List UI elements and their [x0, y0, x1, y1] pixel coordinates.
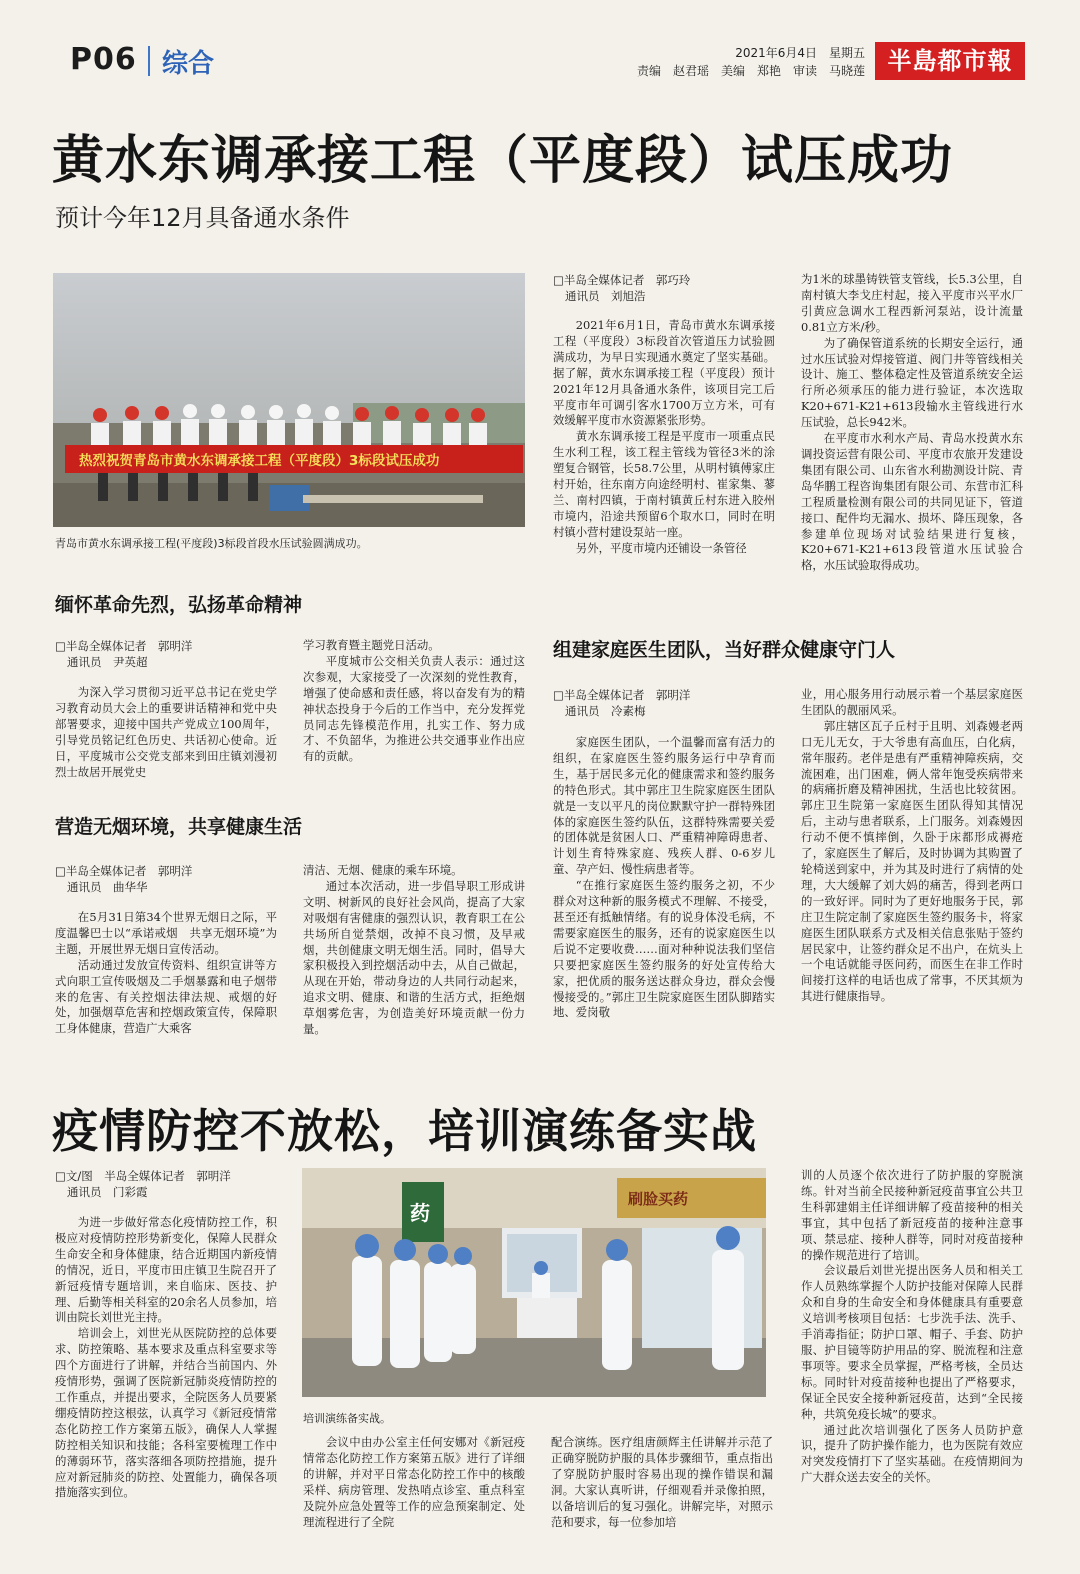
lead-byline-correspondent: 通讯员 刘旭浩	[565, 289, 646, 303]
article1-byline	[55, 638, 192, 670]
training-photo	[302, 1168, 766, 1397]
section-name: 综合	[162, 49, 215, 79]
article2-column-2	[303, 863, 525, 1066]
lead-column-2	[801, 272, 1023, 594]
article2-col1-para: 在5月31日第34个世界无烟日之际，平度温馨巴士以“承诺戒烟 共享无烟环境”为主题，开展世界无烟日宣传活动。	[55, 910, 277, 956]
article4-column-4	[801, 1168, 1023, 1563]
lead-col2-para: 在平度市水利水产局、青岛水投黄水东调投资运营有限公司、平度市农旅开发建设集团有限公司、山东省水利勘测设计院、青岛华鹏工程咨询集团有限公司、东营市汇科工程质量检测有限公司的共同见证下，管道接口、配件均无漏水、损坏、降压现象，各参建单位现场对试验结果进行复核，K20+671-K21+613段管道水压试验合格，水压试验取得成功。	[801, 431, 1023, 573]
article2-byline-correspondent: 通讯员 曲华华	[67, 880, 148, 894]
article4-col1-para: 培训会上，刘世光从医院防控的总体要求、防控策略、基本要求及重点科室要求等四个方面进行了讲解，并结合当前国内、外疫情形势，强调了医院新冠肺炎疫情防控的工作重点，并提出要求，全院医务人员要紧绷疫情防控这根弦，认真学习《新冠疫情常态化防控工作方案第五版》，确保人人掌握防控相关知识和技能；各科室要梳理工作中的薄弱环节，落实落细各项防控措施，提升应对新冠肺炎的防控、处置能力，确保各项措施落实到位。	[55, 1326, 277, 1500]
article4-col4-para: 会议最后刘世光提出医务人员和相关工作人员熟练掌握个人防护技能对保障人民群众和自身的生命安全和身体健康具有重要意义培训考核项目包括：七步洗手法、洗手、手消毒指征；防护口罩、帽子、手套、防护服、护目镜等防护用品的穿、脱流程和注意事项等。要求全员掌握，严格考核，全员达标。同时针对疫苗接种也提出了严格要求，保证全民安全接种新冠疫苗，达到“全民接种，共筑免疫长城”的要求。	[801, 1263, 1023, 1421]
lead-col1-para: 2021年6月1日，青岛市黄水东调承接工程（平度段）3标段首次管道压力试验圆满成功，为早日实现通水奠定了坚实基础。据了解，黄水东调承接工程（平度段）预计2021年12月具备通水条件，该项目完工后平度市年可调引客水1700万立方米，可有效缓解平度市水资源紧张形势。	[553, 318, 775, 428]
article3-col1-para: 家庭医生团队，一个温馨而富有活力的组织，在家庭医生签约服务运行中孕育而生，基于居民多元化的健康需求和签约服务的特色形式。其中郭庄卫生院家庭医生团队就是一支以平凡的岗位默默守护一群特殊团体的家庭医生签约队伍，这群特殊需要关爱的团体就是贫困人口、严重精神障碍患者、计划生育特殊家庭、残疾人群、0-6岁儿童、孕产妇、慢性病患者等。	[553, 735, 775, 877]
lead-col1-para: 另外，平度市境内还铺设一条管径	[575, 540, 747, 555]
lead-column-1	[553, 318, 775, 594]
article4-column-2	[303, 1435, 525, 1563]
lead-col2-para: 为了确保管道系统的长期安全运行，通过水压试验对焊接管道、阀门井等管线相关设计、施工、整体稳定性及管道系统安全运行所必须承压的能力进行验证，本次选取K20+671-K21+613段输水主管线进行水压试验，总长942米。	[801, 335, 1023, 430]
article3-byline	[553, 687, 690, 719]
lead-col1-para: 黄水东调承接工程是平度市一项重点民生水利工程，该工程主管线为管径3米的涂塑复合钢管，长58.7公里，从明村镇傅家庄村开始，往东南方向途经明村、崔家集、蓼兰、南村四镇，于南村镇黄丘村东进入胶州市境内，沿途共预留6个取水口，同时在明村镇小营村建设泵站一座。	[553, 429, 775, 539]
article2-headline: 营造无烟环境，共享健康生活	[55, 816, 303, 838]
article4-col3-para: 配合演练。医疗组唐颜辉主任讲解并示范了正确穿脱防护服的具体步骤细节，重点指出了穿脱防护服时容易出现的操作错误和漏洞。大家认真听讲，仔细观看并录像拍照，以备培训后的复习强化。讲解完毕，对照示范和要求，每一位参加培	[551, 1435, 773, 1529]
header-divider	[148, 46, 150, 76]
article4-column-1	[55, 1215, 277, 1560]
article2-col2-para: 通过本次活动，进一步倡导职工形成讲文明、树新风的良好社会风尚，提高了大家对吸烟有害健康的强烈认识，教育职工在公共场所自觉禁烟，改掉不良习惯，及早戒烟，共创健康文明无烟生活。同时，倡导大家积极投入到控烟活动中去，从自己做起，从现在开始，带动身边的人共同行动起来，追求文明、健康、和谐的生活方式，拒绝烟草烟雾危害，为创造美好环境贡献一份力量。	[303, 878, 525, 1037]
article1-col2-para: 学习教育暨主题党日活动。	[303, 638, 440, 652]
article3-headline: 组建家庭医生团队，当好群众健康守门人	[553, 639, 896, 661]
article3-col1-para: “在推行家庭医生签约服务之初，不少群众对这种新的服务模式不理解、不接受，甚至还有抵触情绪。有的说身体没毛病，不需要家庭医生的服务，还有的说家庭医生以后说不定要收费……面对种种说法我们坚信只要把家庭医生签约服务的好处宣传给大家，把优质的服务送达群众身边，群众会慢慢接受的。”郭庄卫生院家庭医生团队脚踏实地、爱岗敬	[553, 878, 775, 1020]
article3-column-2	[801, 687, 1023, 1068]
article4-byline	[55, 1168, 231, 1200]
article4-col2-para: 会议中由办公室主任何安娜对《新冠疫情常态化防控工作方案第五版》进行了详细的讲解，并对平日常态化防控工作中的核酸采样、病房管理、发热哨点诊室、重点科室及院外应急处置等工作的应急预案制定、处理流程进行了全院	[303, 1435, 525, 1529]
article2-byline-reporter: □半岛全媒体记者 郭明洋	[55, 864, 193, 878]
article1-headline: 缅怀革命先烈，弘扬革命精神	[55, 594, 303, 616]
article3-column-1	[553, 735, 775, 1068]
lead-byline	[553, 272, 690, 304]
article2-byline	[55, 863, 192, 895]
pharmacy-sign: 药	[410, 1201, 430, 1225]
lead-photo-caption: 青岛市黄水东调承接工程(平度段)3标段首段水压试验圆满成功。	[55, 537, 368, 550]
article3-col2-para: 业，用心服务用行动展示着一个基层家庭医生团队的靓丽风采。	[801, 687, 1023, 717]
banner-text: 热烈祝贺青岛市黄水东调承接工程（平度段）3标段试压成功	[79, 453, 440, 469]
issue-date: 2021年6月4日 星期五	[735, 46, 865, 60]
lead-photo-scene	[53, 273, 525, 527]
editor-credits: 责编 赵君瑶 美编 郑艳 审读 马晓莲	[636, 64, 865, 78]
article1-byline-reporter: □半岛全媒体记者 郭明洋	[55, 639, 193, 653]
article2-col1-para: 活动通过发放宣传资料、组织宣讲等方式向职工宣传吸烟及二手烟暴露和电子烟带来的危害、有关控烟法律法规、戒烟的好处，加强烟草危害和控烟政策宣传，保障职工身体健康，营造广大乘客	[55, 957, 277, 1036]
article3-col2-para: 郭庄辖区瓦子丘村于且明、刘森嫚老两口无儿无女，于大爷患有高血压，白化病，常年服药。老伴是患有严重精神障疾病，交流困难，出门困难，俩人常年饱受疾病带来的病痛折磨及精神困扰，生活也比较贫困。郭庄卫生院第一家庭医生团队得知其情况后，主动与患者联系，上门服务。刘森嫚因行动不便不慎摔倒，久卧于床都形成褥疮了，家庭医生了解后，及时协调为其购置了轮椅送到家中，并为其及时进行了病情的处理，大大缓解了刘大妈的痛苦，得到老两口的一致好评。同时为了更好地服务于民，郭庄卫生院定制了家庭医生签约服务卡，将家庭医生团队联系方式及相关信息张贴于签约居民家中，让签约群众足不出户，在炕头上一个电话就能寻医问药，而医生在非工作时间接打这样的电话也成了常事，不厌其烦为其进行健康指导。	[801, 718, 1023, 1004]
article3-byline-correspondent: 通讯员 冷素梅	[565, 704, 646, 718]
article1-col1-para: 为深入学习贯彻习近平总书记在党史学习教育动员大会上的重要讲话精神和党中央部署要求，迎接中国共产党成立100周年，引导党员铭记红色历史、共话初心使命。近日，平度城市公交党支部来到田庄镇刘漫初烈士故居开展党史	[55, 685, 277, 779]
article1-col2-para: 平度城市公交相关负责人表示：通过这次参观，大家接受了一次深刻的党性教育，增强了使命感和责任感，将以奋发有为的精神状态投身于今后的工作当中，充分发挥党员同志先锋模范作用，扎实工作、努力成才、不负韶华，为推进公共交通事业作出应有的贡献。	[303, 653, 525, 764]
newspaper-logo: 半島都市報	[875, 42, 1025, 80]
article3-byline-reporter: □半岛全媒体记者 郭明洋	[553, 688, 691, 702]
article4-byline-correspondent: 通讯员 门彩霞	[67, 1185, 148, 1199]
article4-column-3	[551, 1435, 773, 1563]
lead-photo	[53, 273, 525, 527]
article4-col4-para: 训的人员逐个依次进行了防护服的穿脱演练。针对当前全民接种新冠疫苗事宜公共卫生科郭建娟主任详细讲解了疫苗接种的相关事宜，其中包括了新冠疫苗的接种注意事项、禁忌症、接种人群等，同时对疫苗接种的操作规范进行了培训。	[801, 1168, 1023, 1262]
article4-headline: 疫情防控不放松，培训演练备实战	[52, 1104, 757, 1158]
article2-col2-para: 清洁、无烟、健康的乘车环境。	[303, 863, 463, 877]
training-photo-caption: 培训演练备实战。	[303, 1412, 391, 1425]
lead-subheadline: 预计今年12月具备通水条件	[55, 204, 350, 232]
article1-column-1	[55, 685, 277, 781]
article4-col1-para: 为进一步做好常态化疫情防控工作，积极应对疫情防控形势新变化，保障人民群众生命安全和身体健康，结合近期国内新疫情的情况，近日，平度市田庄镇卫生院召开了新冠疫情专题培训，来自临床、医技、护理、后勤等相关科室的20余名人员参加，培训由院长刘世光主持。	[55, 1215, 277, 1325]
lead-headline: 黄水东调承接工程（平度段）试压成功	[52, 131, 954, 191]
training-photo-scene	[302, 1168, 766, 1397]
wall-sign: 刷脸买药	[628, 1190, 689, 1208]
article1-column-2	[303, 638, 525, 783]
article4-byline-reporter: □文/图 半岛全媒体记者 郭明洋	[55, 1169, 231, 1183]
page-number: P06	[70, 42, 137, 77]
lead-col2-para: 为1米的球墨铸铁管支管线，长5.3公里，自南村镇大李戈庄村起，接入平度市兴平水厂引黄应急调水工程西新河泵站，设计流量0.81立方米/秒。	[801, 272, 1023, 334]
lead-byline-reporter: □半岛全媒体记者 郭巧玲	[553, 273, 691, 287]
article4-col4-para: 通过此次培训强化了医务人员防护意识，提升了防护操作能力，也为医院有效应对突发疫情打下了坚实基础。在疫情期间为广大群众送去安全的关怀。	[801, 1422, 1023, 1485]
article2-column-1	[55, 910, 277, 1065]
article1-byline-correspondent: 通讯员 尹英超	[67, 655, 148, 669]
